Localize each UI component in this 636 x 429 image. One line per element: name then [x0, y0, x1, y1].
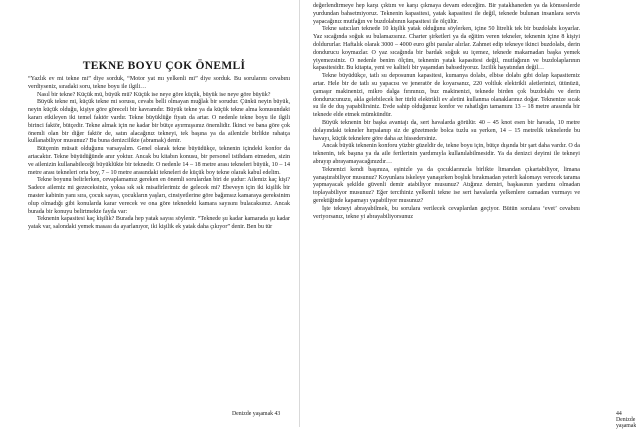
- paragraph: Teknenin kapasitesi kaç kişilik? Burada hep yatak sayısı söylenir. “Teknede şu kadar kamarada şu kadar yatak var, salondaki yemek masası da ayarlanıyor, iki kişilik ek yatak daha çıkıyor” denir. Ben bu tür: [28, 216, 290, 231]
- paragraph: “Yazlık ev mi tekne mi” diye sorduk, “Motor yat mı yelkenli mi” diye sorduk. Bu sorularını cevabını verdiyseniz, sıradaki soru, tekne boyu ile ilgili…: [28, 76, 290, 90]
- paragraph: Tekne boyunu belirlerken, cevaplamamız gereken en önemli sorulardan biri de şudur: Ailemiz kaç kişi? Sadece ailemiz mi gezeceksiniz, yoksa sık sık misafirlerimiz de gelecek mi? Ebeveyn için iki kişilik bir master kabinin yanı sıra, çocuk sayısı, çocukların yaşları, cinsiyetlerine göre bağımsız kamaraya gereksinim olup olmadığı gibi konularda karar verecek ve ona göre teknedeki kamara sayısını bulacaksınız. Ancak burada bir konuyu belirtmekte fayda var:: [28, 177, 290, 215]
- right-page-footer: 44 Denizde yaşamak: [616, 411, 636, 429]
- paragraph: Tekne satıcıları teknede 10 kişilik yatak olduğunu söylerken, içine 50 litrelik tek bir buzdolabı koyarlar. Yaz sıcağında soğuk su bulamazsınız. Charter şirketleri ya da eğitim veren tekneler, teknenin içine 8 kişiyi doldururlar. Haftalık olarak 3000 – 4000 euro gibi paralar alırlar. Zahmet edip tekneye ikinci buzdolabı, derin dondurucu koymazlar. O yaz sıcağında bir bardak soğuk su içemez, teknede makarnadan başka yemek yiyemezsiniz. O nedenle benim ölçüm, teknenin yatak kapasitesi değil, mutfağının ve buzdolaplarının kapasitesidir. Bu kitapta, yeni ve kaliteli bir yaşamdan bahsediyoruz. İzcilik hayatından değil…: [313, 26, 580, 72]
- paragraph: Bütçenin müsait olduğunu varsayalım. Genel olarak tekne büyüdükçe, teknenin içindeki konfor da artacaktır. Tekne büyüdüğünde anır yoktur. Ancak bu kitabın konusu, bir personel istihdam etmeden, sizin ve ailenizin kullanabileceği büyüklükte bir teknedir. O nedenle 14 – 18 metre arası tekneleri büyük, 10 – 14 metre arası tekneleri orta boy, 7 – 10 metre arasındaki tekneleri de küçük boy tekne olarak kabul edelim.: [28, 146, 290, 176]
- left-page-body: [28, 76, 290, 232]
- paragraph: Nasıl bir tekne? Küçük mü, büyük mü? Küçük ise neye göre küçük, büyük ise neye göre büyük?: [37, 91, 271, 98]
- chapter-title: TEKNE BOYU ÇOK ÖNEMLİ: [82, 60, 246, 72]
- right-page-body: [313, 3, 580, 221]
- paragraph: Büyük teknenin bir başka avantajı da, sert havalarda görülür. 40 – 45 knot esen bir havada, 10 metre dolayındaki tekneler hırpalanıp siz de gözetmede bolca tuzlu su yerken, 14 – 15 metrelik teknelerde bu havayı, küçük teknelere göre daha az hissedersiniz.: [313, 119, 580, 142]
- left-page-footer: Denizde yaşamak 43: [232, 411, 281, 417]
- paragraph: İşte tekneyi abrayabilmek, bu sorulara verilecek cevaplardan geçiyor. Bütün sorulara ‘evet’ cevabını veriyorsanız, tekne yi abrayabiliyorsunuz: [313, 205, 580, 220]
- paragraph: Teknenizi kendi başınıza, eşinizle ya da çocuklarınızla birlikte limandan çıkartabiliyor, limana yanaştırabiliyor musunuz? Koyunlara iskeleye yanaşırken boşluk bırakmadan yeterli kalomayı verecek tarama yapmayacak şekilde güvenli demir atabiliyor musunuz? Atığınız demiri, başkasının yardımı olmadan toplayabiliyor musunuz? Eğer tercihiniz yelkenli tekne ise sert havalarda yelkenlere camadan vurmayı ve gerektiğinde kapamayı yapabiliyor musunuz?: [313, 166, 580, 204]
- paragraph: Tekne büyüdükçe, tatlı su deposunun kapasitesi, kumanya dolabı, elbise dolabı gibi dolap kapasitemiz artar. Hele bir de tatlı su yapacısı ve jeneratör de koyarsanız, 220 voltluk elektrikli aletlerinizi, ütünüzü, çamaşır makinenizi, mikro dalga fırınınızı, buz makinenizi, teknede birden çok buzdolabı ve derin dondurucunuzu, akla gelebilecek her türlü elektrikli ev aletini kullanma olanaklarınız doğar. Teknenize sıcak su ile de duş yapabilirsiniz. Evde sahip olduğunuz konfor ve rahatlığın tamamını 13 – 18 metre arasında bir teknede elde etmek mümkündür.: [313, 73, 580, 119]
- paragraph: değerlendirmeye hep karşı çıktım ve karşı çıkmaya devam edeceğim. Bir yatakhaneden ya da kömseslerde yurdundan bahsetmiyoruz. Teknenin kapasitesi, yatak kapasitesi ile değil, teknede bulunan insanlara servis yapacağınız mutfağın ve buzdolabının kapasitesi ile ölçülür.: [313, 3, 580, 25]
- paragraph: Büyük tekne mi, küçük tekne mi sorusu, cevabı belli olmayan muğlak bir sorudur. Çünkü neyin büyük, neyin küçük olduğu, kişiye göre göreceli bir kavramdır. Büyük tekne ya da küçük tekne alma konusundaki kararı etkileyen iki temel faktör vardır. Tekne büyüklüğe fiyatı da artar. O nedenle tekne boyu ile ilgili birinci faktör, bütçedir. Tekne almak için ne kadar bir bütçe ayırmışsınız önemlidir. İkinci ve bana göre çok önemli olan bir diğer faktör de, satın alacağınız tekneyi, tek başına ya da ailenizle birlikte rahatça kullanabiliyor musunuz? Bu buna denizcilikte (abramak) denir.: [28, 99, 290, 145]
- right-page: [300, 0, 636, 429]
- paragraph: Ancak büyük teknenin konforu yüzbir güzeldir de, tekne boyu için, bütçe dışında bir şart daha vardır. O da teknenin, tek başına ya da aile fertlerinin yardımıyla kullanılabilmesidir. Ya da denizci deyimi ile tekneyi abrayıp abrayamayacağınızdır…: [313, 143, 580, 165]
- left-page: [0, 0, 300, 427]
